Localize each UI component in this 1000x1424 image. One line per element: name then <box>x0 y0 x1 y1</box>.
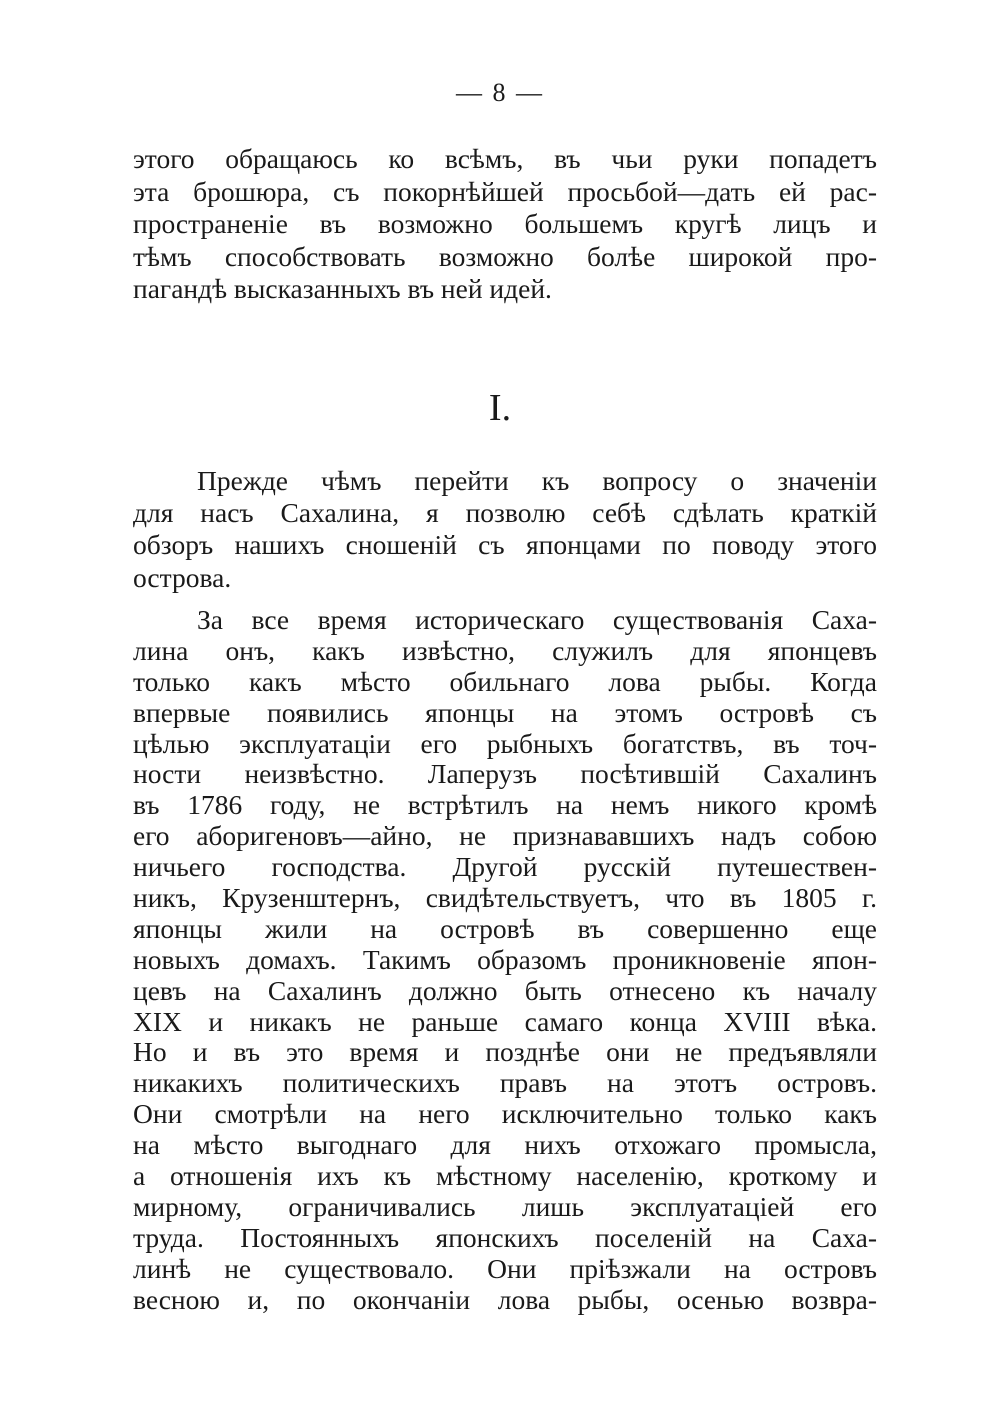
text-line: для насъ Сахалина, я позволю себѣ сдѣлать краткій <box>133 497 877 529</box>
text-line: XIX и никакъ не раньше самаго конца XVIII вѣка. <box>133 1005 877 1037</box>
text-line: Но и въ это время и позднѣе они не предъявляли <box>133 1036 877 1068</box>
text-line: цѣлью эксплуатаціи его рыбныхъ богатствъ, въ точ- <box>133 727 877 759</box>
text-line: его аборигеновъ—айно, не признававшихъ надъ собою <box>133 820 877 852</box>
text-line: только какъ мѣсто обильнаго лова рыбы. Когда <box>133 665 877 697</box>
text-line: острова. <box>133 561 232 593</box>
text-line: никакихъ политическихъ правъ на этотъ островъ. <box>133 1067 877 1099</box>
text-line: японцы жили на островѣ въ совершенно еще <box>133 912 877 944</box>
chapter-heading: I. <box>488 387 512 429</box>
page-number: — 8 — <box>456 78 544 107</box>
text-line: эта брошюра, съ покорнѣйшей просьбой—дать ей рас- <box>133 175 877 207</box>
text-line: тѣмъ способствовать возможно болѣе широкой про- <box>133 240 877 272</box>
text-line: цевъ на Сахалинъ должно быть отнесено къ началу <box>133 974 877 1006</box>
text-line: пагандѣ высказанныхъ въ ней идей. <box>133 273 552 305</box>
text-line: пространеніе въ возможно большемъ кругѣ лицъ и <box>133 208 877 240</box>
text-line: Они смотрѣли на него исключительно только какъ <box>133 1098 877 1130</box>
text-line: ности неизвѣстно. Лаперузъ посѣтившій Сахалинъ <box>133 758 877 790</box>
text-line: весною и, по окончаніи лова рыбы, осенью возвра- <box>133 1283 877 1315</box>
text-line: впервые появились японцы на этомъ островѣ съ <box>133 696 877 728</box>
text-line: на мѣсто выгоднаго для нихъ отхожаго промысла, <box>133 1129 877 1161</box>
text-line: линѣ не существовало. Они пріѣзжали на островъ <box>133 1252 877 1284</box>
text-line: а отношенія ихъ къ мѣстному населенію, кроткому и <box>133 1160 877 1192</box>
text-line: труда. Постоянныхъ японскихъ поселеній на Саха- <box>133 1221 877 1253</box>
text-line: въ 1786 году, не встрѣтилъ на немъ никого кромѣ <box>133 789 877 821</box>
text-line: этого обращаюсь ко всѣмъ, въ чьи руки попадетъ <box>133 143 877 174</box>
text-line: лина онъ, какъ извѣстно, служилъ для японцевъ <box>133 634 877 666</box>
text-line: обзоръ нашихъ сношеній съ японцами по поводу этого <box>133 529 877 561</box>
text-line: никъ, Крузенштернъ, свидѣтельствуетъ, что въ 1805 г. <box>133 882 877 914</box>
text-line: За все время историческаго существованія Саха- <box>197 604 877 635</box>
paragraph-1 <box>133 465 877 594</box>
text-line: Прежде чѣмъ перейти къ вопросу о значеніи <box>197 465 877 496</box>
text-line: мирному, ограничивались лишь эксплуатаціей его <box>133 1190 877 1222</box>
text-line: новыхъ домахъ. Такимъ образомъ проникновеніе япон- <box>133 943 877 975</box>
text-line: ничьего господства. Другой русскій путешествен- <box>133 851 877 883</box>
paragraph-2 <box>133 604 877 1314</box>
intro-paragraph <box>133 143 877 306</box>
